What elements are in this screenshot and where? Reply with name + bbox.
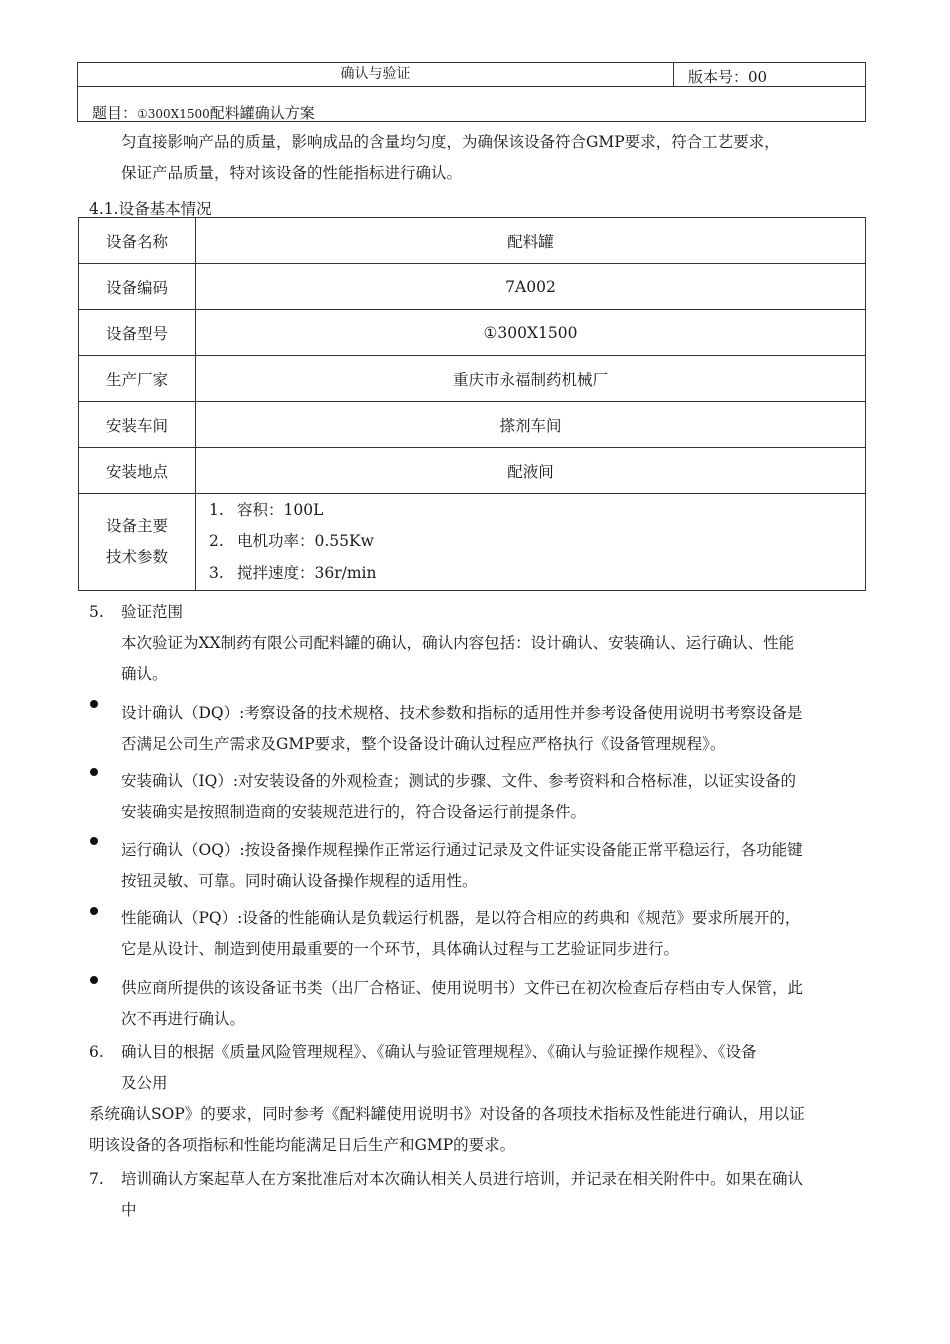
bullet-dot [90, 700, 98, 708]
section-4-1-heading: 4.1.设备基本情况 [89, 200, 212, 218]
row-value: ①300X1500 [196, 310, 866, 356]
bullet-1-line-1: 设计确认（DQ）:考察设备的技术规格、技术参数和指标的适用性并参考设备使用说明书考察设备是 [121, 704, 803, 722]
param-num: 3. [209, 563, 224, 582]
param-item [209, 558, 865, 590]
bullet-dot [90, 768, 98, 776]
equipment-table [78, 217, 866, 591]
document-header [77, 62, 866, 122]
row-label: 设备编码 [79, 264, 196, 310]
param-item [209, 495, 865, 527]
param-num: 1. [209, 500, 224, 519]
bullet-dot [90, 907, 98, 915]
bullet-3-line-2: 按钮灵敏、可靠。同时确认设备操作规程的适用性。 [121, 872, 478, 890]
table-row-params [79, 494, 866, 591]
param-text: 搅拌速度：36r/min [237, 563, 377, 582]
header-row [78, 63, 865, 87]
section-7-num: 7. [89, 1170, 104, 1188]
row-value: 搽剂车间 [196, 402, 866, 448]
bullet-4-line-1: 性能确认（PQ）:设备的性能确认是负载运行机器，是以符合相应的药典和《规范》要求所展开的， [121, 909, 801, 927]
intro-line-2: 保证产品质量，特对该设备的性能指标进行确认。 [121, 164, 463, 182]
section-6-line-1: 确认目的根据《质量风险管理规程》、《确认与验证管理规程》、《确认与验证操作规程》、《设备 [121, 1043, 757, 1061]
bullet-2-line-2: 安装确实是按照制造商的安装规范进行的，符合设备运行前提条件。 [121, 803, 587, 821]
section-5-line-1: 本次验证为XX制药有限公司配料罐的确认，确认内容包括：设计确认、安装确认、运行确认、性能 [121, 634, 795, 652]
bullet-2-line-1: 安装确认（IQ）:对安装设备的外观检查；测试的步骤、文件、参考资料和合格标准，以证实设备的 [121, 772, 797, 790]
bullet-5-line-1: 供应商所提供的该设备证书类（出厂合格证、使用说明书）文件已在初次检查后存档由专人保管，此 [121, 979, 804, 997]
table-row [79, 356, 866, 402]
intro-line-1: 匀直接影响产品的质量，影响成品的含量均匀度，为确保该设备符合GMP要求，符合工艺要求， [121, 133, 780, 151]
param-num: 2. [209, 532, 224, 551]
section-5-num: 5. [89, 603, 104, 621]
param-text: 容积：100L [237, 500, 324, 519]
section-7-line-2: 中 [121, 1201, 137, 1219]
subject-name: 配料罐确认方案 [209, 104, 315, 122]
bullet-3-line-1: 运行确认（OQ）:按设备操作规程操作正常运行通过记录及文件证实设备能正常平稳运行，各功能键 [121, 841, 803, 859]
header-version: 版本号：00 [688, 68, 768, 86]
header-title: 确认与验证 [78, 63, 674, 86]
header-subject [92, 104, 315, 123]
row-value: 重庆市永福制药机械厂 [196, 356, 866, 402]
row-label: 设备型号 [79, 310, 196, 356]
params-label-line-2: 技术参数 [105, 548, 168, 566]
section-6-line-4: 明该设备的各项指标和性能均能满足日后生产和GMP的要求。 [89, 1136, 516, 1154]
params-label-line-1: 设备主要 [105, 517, 168, 535]
row-value: 7A002 [196, 264, 866, 310]
subject-model: ①300X1500 [137, 107, 210, 121]
row-label: 设备名称 [79, 218, 196, 264]
section-6-line-2: 及公用 [121, 1074, 168, 1092]
subject-prefix: 题目： [92, 104, 138, 122]
table-row [79, 448, 866, 494]
table-row [79, 218, 866, 264]
table-row [79, 264, 866, 310]
section-6-line-3: 系统确认SOP》的要求，同时参考《配料罐使用说明书》对设备的各项技术指标及性能进行确认，用以证 [89, 1105, 805, 1123]
section-7-line-1: 培训确认方案起草人在方案批准后对本次确认相关人员进行培训，并记录在相关附件中。如果在确认 [121, 1170, 804, 1188]
bullet-dot [90, 837, 98, 845]
bullet-1-line-2: 否满足公司生产需求及GMP要求，整个设备设计确认过程应严格执行《设备管理规程》。 [121, 735, 726, 753]
bullet-dot [90, 976, 98, 984]
param-text: 电机功率：0.55Kw [237, 532, 374, 551]
row-value: 配料罐 [196, 218, 866, 264]
section-6-num: 6. [89, 1043, 104, 1061]
params-label [79, 494, 196, 591]
param-item [209, 526, 865, 558]
bullet-5-line-2: 次不再进行确认。 [121, 1010, 246, 1028]
table-row [79, 402, 866, 448]
section-5-title: 验证范围 [121, 603, 184, 621]
row-label: 安装地点 [79, 448, 196, 494]
section-5-line-2: 确认。 [121, 665, 168, 683]
row-value: 配液间 [196, 448, 866, 494]
row-label: 生产厂家 [79, 356, 196, 402]
bullet-4-line-2: 它是从设计、制造到使用最重要的一个环节，具体确认过程与工艺验证同步进行。 [121, 940, 680, 958]
table-row [79, 310, 866, 356]
row-label: 安装车间 [79, 402, 196, 448]
params-list [196, 494, 866, 591]
